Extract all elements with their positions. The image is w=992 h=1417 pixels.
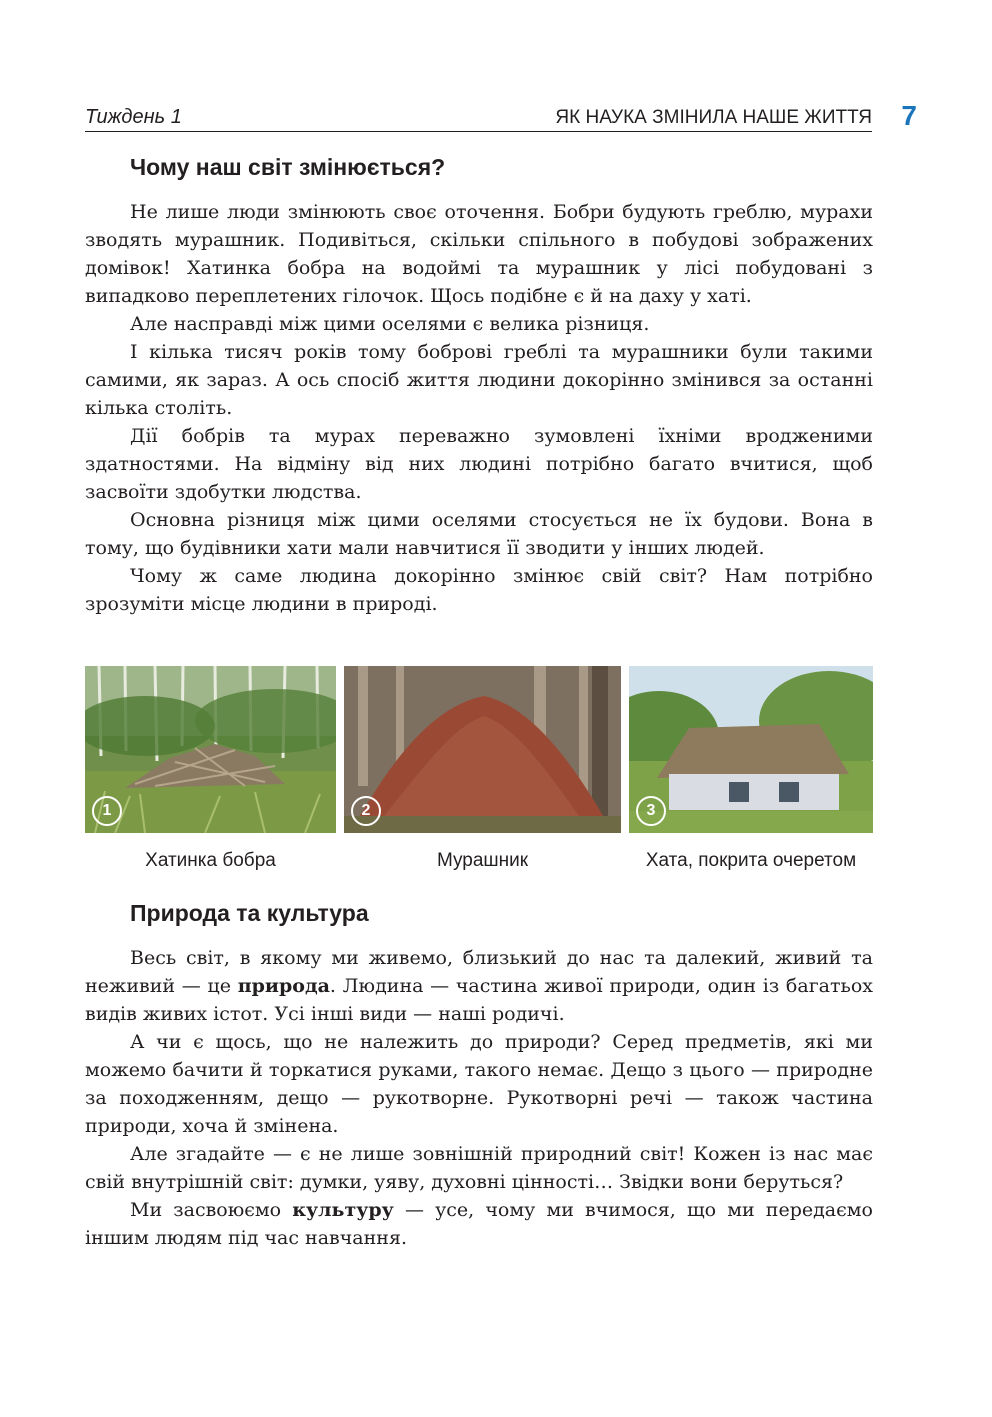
term-nature: природа — [237, 975, 330, 997]
header-rule — [85, 131, 872, 132]
figure-number-badge: 1 — [92, 796, 122, 826]
page-number: 7 — [901, 100, 917, 131]
paragraph: Дії бобрів та мурах переважно зумовлені їхніми вродженими здатностями. На відміну від них людині потрібно багато вчитися, щоб засвоїти здобутки людства. — [85, 425, 873, 503]
paragraph: Але згадайте — є не лише зовнішній природний світ! Кожен із нас має свій внутрішній світ: думки, уяву, духовні цінності… Звідки вони беруться? — [85, 1143, 873, 1193]
photo-thatched-house — [629, 666, 873, 833]
week-label: Тиждень 1 — [85, 106, 182, 128]
paragraph: І кілька тисяч років тому боброві греблі та мурашники були такими самими, як зараз. А ось спосіб життя людини докорінно змінився за останні кілька століть. — [85, 341, 873, 419]
caption-beaver-lodge: Хатинка бобра — [145, 850, 276, 871]
paragraph: Але насправді між цими оселями є велика різниця. — [130, 313, 650, 335]
term-culture: культуру — [292, 1199, 394, 1221]
paragraph: Чому ж саме людина докорінно змінює свій світ? Нам потрібно зрозуміти місце людини в природі. — [85, 565, 873, 615]
section2-body — [85, 944, 873, 1252]
paragraph: Не лише люди змінюють своє оточення. Бобри будують греблю, мурахи зводять мурашник. Подивіться, скільки спільного в побудові зображених домівок! Хатинка бобра на водоймі та мурашник у лісі побудовані з випадково переплетених гілочок. Щось подібне є й на даху у хаті. — [85, 201, 873, 307]
running-header — [85, 100, 917, 132]
photo-beaver-lodge — [85, 666, 336, 833]
paragraph — [85, 944, 873, 1028]
section-heading-nature-and-culture: Природа та культура — [130, 900, 369, 926]
figure-number-badge: 2 — [351, 796, 381, 826]
beaver-lodge-image — [85, 666, 336, 833]
section1-body — [85, 198, 873, 618]
paragraph: А чи є щось, що не належить до природи? Серед предметів, які ми можемо бачити й торкатися руками, такого немає. Дещо з цього — природне за походженням, дещо — рукотворне. Рукотворні речі — також частина природи, хоча й змінена. — [85, 1031, 873, 1137]
text-run: — усе, чому ми вчимося, що ми передаємо іншим людям під час навчання. — [85, 1199, 873, 1249]
section-heading-why-world-changes: Чому наш світ змінюється? — [130, 154, 446, 180]
caption-anthill: Мурашник — [436, 850, 529, 871]
text-run: Ми засвоюємо — [130, 1199, 293, 1221]
text-run: . Людина — частина живої природи, один із багатьох видів живих істот. Усі інші види — наші родичі. — [85, 975, 873, 1025]
figure-number-badge: 3 — [636, 796, 666, 826]
caption-thatched-house: Хата, покрита очеретом — [645, 850, 857, 871]
text-run: Весь світ, в якому ми живемо, близький до нас та далекий, живий та неживий — це — [85, 947, 873, 997]
paragraph: Основна різниця між цими оселями стосується не їх будови. Вона в тому, що будівники хати мали навчитися її зводити у інших людей. — [85, 509, 873, 559]
photo-anthill — [344, 666, 621, 833]
section-title: ЯК НАУКА ЗМІНИЛА НАШЕ ЖИТТЯ — [555, 107, 872, 128]
anthill-image — [344, 666, 621, 833]
paragraph — [85, 1196, 873, 1252]
